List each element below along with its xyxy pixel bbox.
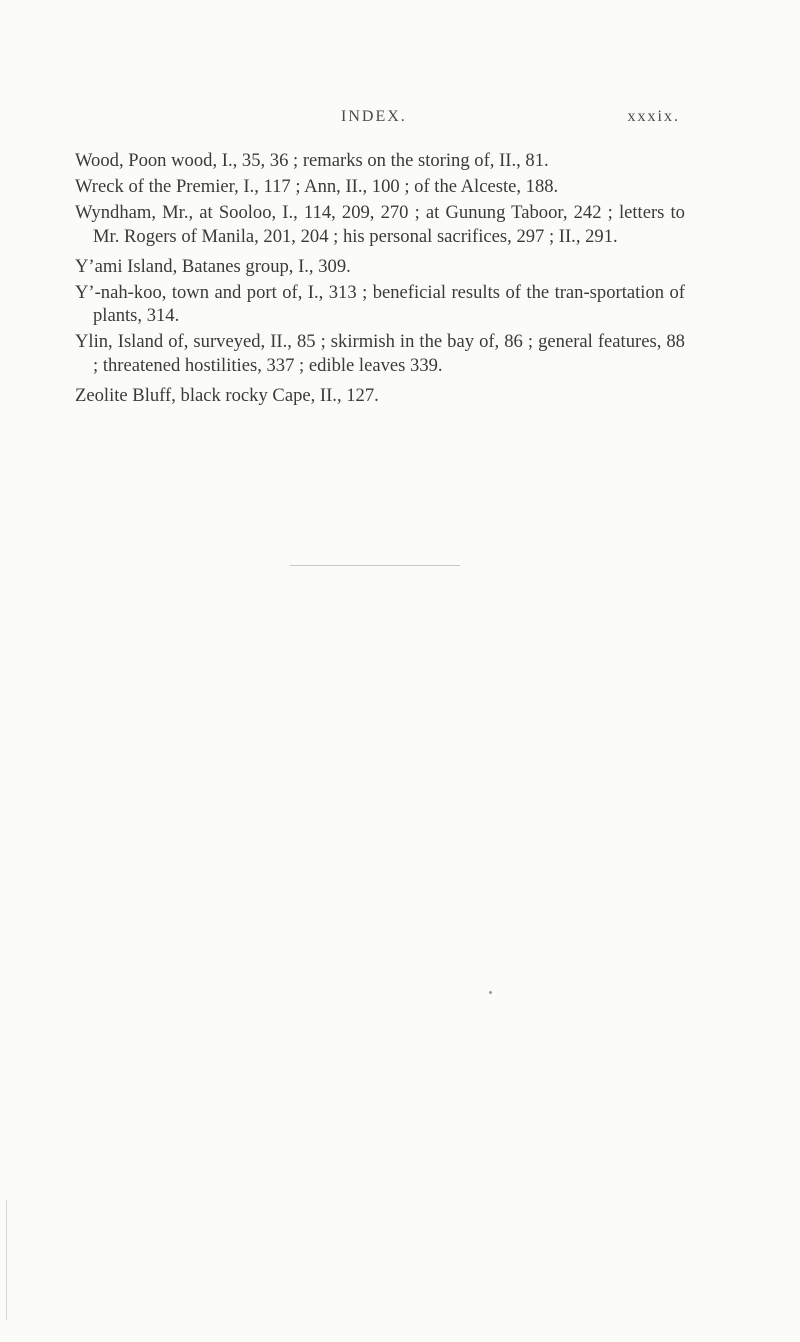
entry-text: at Sooloo, I., 114, 209, 270 ; at Gunung Taboor, 242 ; letters to Mr. Rogers of Manila, 201, 204 ; his personal sacrifices, 297 ; II., 291. [93,202,685,247]
entry-heading: Wyndham, Mr., [75,202,194,224]
entry-heading: Wreck of the Premier, [75,176,239,198]
index-entries [75,149,685,410]
page-number: xxxix. [627,108,680,125]
index-entry-wood [75,149,685,172]
entry-text: surveyed, II., 85 ; skirmish in the bay of, 86 ; general features, 88 ; threatened hostilities, 337 ; edible leaves 339. [93,331,685,376]
entry-text: I., 35, 36 ; remarks on the storing of, II., 81. [217,150,549,171]
entry-text: town and port of, I., 313 ; beneficial results of the tran-sportation of plants, 314. [93,282,685,327]
entry-heading: Y’-nah-koo, [75,282,167,304]
paper-speck [489,991,492,994]
index-entry-yami-island [75,255,685,278]
page-title: INDEX. [341,108,407,125]
page-edge-mark [6,1200,7,1320]
entry-heading: Zeolite Bluff, [75,384,176,406]
entry-heading: Ylin, Island of, [75,331,189,353]
entry-text: black rocky Cape, II., 127. [175,384,379,406]
entry-heading: Y’ami Island, [75,255,178,277]
entry-text: I., 117 ; Ann, II., 100 ; of the Alceste, 188. [238,176,559,198]
index-entry-wyndham [75,201,685,247]
index-entry-ylin [75,330,685,376]
entry-heading: Wood, Poon wood, [75,150,218,171]
index-entry-zeolite-bluff [75,384,685,407]
index-entry-y-nah-koo [75,281,685,327]
running-head [75,108,680,132]
entry-text: Batanes group, I., 309. [177,255,351,277]
index-entry-wreck [75,175,685,198]
closing-rule [290,565,460,566]
